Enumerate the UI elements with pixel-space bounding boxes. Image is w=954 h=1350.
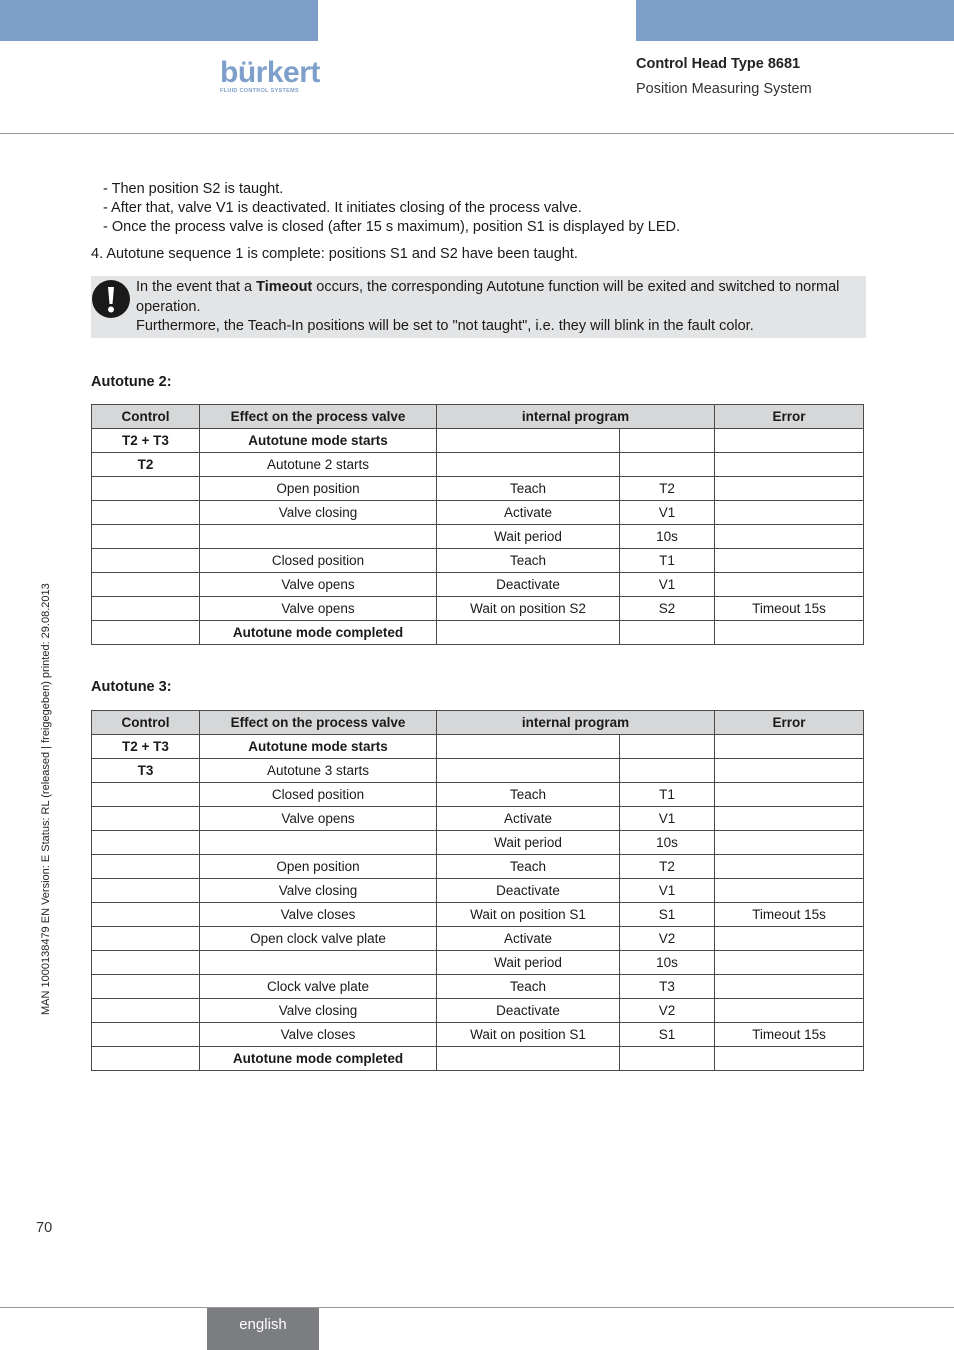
- cell-program-action: Wait on position S1: [437, 1023, 620, 1047]
- cell-program-action: Wait on position S2: [437, 597, 620, 621]
- cell-program-action: Teach: [437, 855, 620, 879]
- table-row: [92, 453, 864, 477]
- footer-divider: [0, 1307, 954, 1308]
- cell-effect: Open clock valve plate: [200, 927, 437, 951]
- cell-program-action: [437, 759, 620, 783]
- cell-effect: Autotune mode starts: [200, 429, 437, 453]
- cell-program-value: V1: [620, 501, 715, 525]
- cell-error: [715, 1047, 864, 1071]
- cell-effect: Valve closing: [200, 999, 437, 1023]
- cell-program-value: [620, 735, 715, 759]
- cell-program-action: Teach: [437, 783, 620, 807]
- cell-control: [92, 573, 200, 597]
- table-row: [92, 927, 864, 951]
- cell-effect: Autotune mode completed: [200, 621, 437, 645]
- autotune3-table: [91, 710, 864, 1071]
- table-header-row: [92, 711, 864, 735]
- table-row: [92, 855, 864, 879]
- cell-error: [715, 549, 864, 573]
- cell-effect: Valve opens: [200, 597, 437, 621]
- language-tab: english: [207, 1308, 319, 1350]
- table-row: [92, 549, 864, 573]
- table-row: [92, 879, 864, 903]
- cell-program-action: Activate: [437, 501, 620, 525]
- cell-effect: [200, 951, 437, 975]
- cell-program-action: [437, 429, 620, 453]
- cell-error: [715, 783, 864, 807]
- cell-program-action: [437, 1047, 620, 1071]
- cell-control: [92, 879, 200, 903]
- header-divider: [0, 133, 954, 134]
- cell-program-action: Activate: [437, 927, 620, 951]
- cell-error: [715, 807, 864, 831]
- cell-error: Timeout 15s: [715, 597, 864, 621]
- cell-effect: Autotune 3 starts: [200, 759, 437, 783]
- note-text-line2: Furthermore, the Teach-In positions will be set to "not taught", i.e. they will blink in the fault color.: [136, 318, 754, 334]
- table-row: [92, 975, 864, 999]
- cell-program-value: [620, 621, 715, 645]
- cell-control: T2 + T3: [92, 429, 200, 453]
- cell-error: [715, 831, 864, 855]
- cell-effect: Clock valve plate: [200, 975, 437, 999]
- bullet-list: [103, 180, 680, 237]
- cell-program-action: Wait period: [437, 951, 620, 975]
- cell-error: [715, 525, 864, 549]
- cell-control: [92, 525, 200, 549]
- header-control: Control: [92, 405, 200, 429]
- table-row: [92, 1023, 864, 1047]
- table-row: [92, 735, 864, 759]
- cell-control: [92, 807, 200, 831]
- cell-error: [715, 951, 864, 975]
- cell-program-action: Deactivate: [437, 573, 620, 597]
- cell-program-action: Teach: [437, 975, 620, 999]
- cell-control: [92, 549, 200, 573]
- cell-effect: Autotune mode starts: [200, 735, 437, 759]
- cell-program-action: Activate: [437, 807, 620, 831]
- cell-control: [92, 903, 200, 927]
- header-internal-program: internal program: [437, 711, 715, 735]
- cell-effect: Open position: [200, 855, 437, 879]
- cell-program-action: Teach: [437, 477, 620, 501]
- cell-program-action: Deactivate: [437, 999, 620, 1023]
- cell-effect: Valve closes: [200, 903, 437, 927]
- table-row: [92, 501, 864, 525]
- table-row: [92, 621, 864, 645]
- cell-program-value: T2: [620, 855, 715, 879]
- cell-program-value: T1: [620, 783, 715, 807]
- autotune2-table: [91, 404, 864, 645]
- cell-control: [92, 1023, 200, 1047]
- table-row: [92, 999, 864, 1023]
- cell-program-value: V1: [620, 879, 715, 903]
- table-header-row: [92, 405, 864, 429]
- cell-control: [92, 783, 200, 807]
- cell-program-action: [437, 621, 620, 645]
- exclamation-icon: [92, 280, 130, 318]
- header-effect: Effect on the process valve: [200, 405, 437, 429]
- cell-error: [715, 573, 864, 597]
- cell-error: [715, 621, 864, 645]
- cell-control: [92, 951, 200, 975]
- cell-effect: [200, 831, 437, 855]
- header-error: Error: [715, 405, 864, 429]
- header-bar-left: [0, 0, 318, 41]
- cell-error: [715, 879, 864, 903]
- table-row: [92, 477, 864, 501]
- cell-control: [92, 1047, 200, 1071]
- table-row: [92, 573, 864, 597]
- cell-program-value: V1: [620, 573, 715, 597]
- cell-control: [92, 831, 200, 855]
- cell-control: [92, 597, 200, 621]
- burkert-logo: [220, 58, 320, 94]
- cell-program-value: [620, 1047, 715, 1071]
- cell-effect: Valve closes: [200, 1023, 437, 1047]
- table-row: [92, 903, 864, 927]
- table-row: [92, 525, 864, 549]
- note-text: [136, 278, 861, 337]
- cell-program-value: S2: [620, 597, 715, 621]
- table-row: [92, 807, 864, 831]
- cell-control: [92, 855, 200, 879]
- cell-control: [92, 999, 200, 1023]
- cell-program-value: 10s: [620, 951, 715, 975]
- cell-effect: Closed position: [200, 783, 437, 807]
- side-document-info: MAN 1000138479 EN Version: E Status: RL (released | freigegeben) printed: 29.08.2013: [40, 583, 52, 1015]
- logo-wordmark: bürkert: [220, 56, 320, 89]
- cell-program-value: T3: [620, 975, 715, 999]
- cell-error: [715, 759, 864, 783]
- cell-error: [715, 453, 864, 477]
- cell-effect: Valve closing: [200, 501, 437, 525]
- cell-effect: Closed position: [200, 549, 437, 573]
- cell-program-value: [620, 429, 715, 453]
- cell-error: [715, 927, 864, 951]
- cell-control: [92, 621, 200, 645]
- cell-error: [715, 429, 864, 453]
- cell-error: Timeout 15s: [715, 903, 864, 927]
- cell-program-value: 10s: [620, 831, 715, 855]
- cell-effect: Valve closing: [200, 879, 437, 903]
- document-subtitle: Position Measuring System: [636, 81, 812, 97]
- cell-program-action: Wait period: [437, 831, 620, 855]
- cell-error: [715, 501, 864, 525]
- table-row: [92, 429, 864, 453]
- cell-error: [715, 477, 864, 501]
- header-internal-program: internal program: [437, 405, 715, 429]
- cell-effect: Open position: [200, 477, 437, 501]
- header-effect: Effect on the process valve: [200, 711, 437, 735]
- cell-error: [715, 735, 864, 759]
- cell-program-action: [437, 453, 620, 477]
- cell-control: [92, 477, 200, 501]
- cell-control: T3: [92, 759, 200, 783]
- autotune2-heading: Autotune 2:: [91, 374, 172, 390]
- note-text-post: occurs, the corresponding Autotune function will be exited and switched to normal operation.: [136, 279, 840, 315]
- cell-effect: Autotune mode completed: [200, 1047, 437, 1071]
- cell-control: [92, 501, 200, 525]
- bullet-item: - Once the process valve is closed (after 15 s maximum), position S1 is displayed by LED.: [103, 219, 681, 235]
- cell-program-action: Deactivate: [437, 879, 620, 903]
- logo-tagline: FLUID CONTROL SYSTEMS: [220, 88, 299, 94]
- table-row: [92, 1047, 864, 1071]
- step-4-text: 4. Autotune sequence 1 is complete: positions S1 and S2 have been taught.: [91, 246, 578, 262]
- bullet-item: - After that, valve V1 is deactivated. It initiates closing of the process valve.: [103, 200, 582, 216]
- cell-program-value: T2: [620, 477, 715, 501]
- table-row: [92, 831, 864, 855]
- cell-program-action: Teach: [437, 549, 620, 573]
- table-row: [92, 951, 864, 975]
- header-error: Error: [715, 711, 864, 735]
- cell-program-value: T1: [620, 549, 715, 573]
- cell-effect: Valve opens: [200, 573, 437, 597]
- cell-error: [715, 975, 864, 999]
- cell-error: [715, 855, 864, 879]
- note-timeout-term: Timeout: [256, 279, 313, 295]
- cell-program-value: S1: [620, 903, 715, 927]
- table-row: [92, 597, 864, 621]
- cell-control: [92, 927, 200, 951]
- cell-error: Timeout 15s: [715, 1023, 864, 1047]
- cell-program-value: V1: [620, 807, 715, 831]
- cell-program-value: [620, 453, 715, 477]
- cell-effect: Valve opens: [200, 807, 437, 831]
- table-row: [92, 783, 864, 807]
- cell-effect: Autotune 2 starts: [200, 453, 437, 477]
- autotune3-heading: Autotune 3:: [91, 679, 172, 695]
- document-title: Control Head Type 8681: [636, 56, 801, 72]
- bullet-item: - Then position S2 is taught.: [103, 181, 284, 197]
- cell-program-action: Wait period: [437, 525, 620, 549]
- cell-error: [715, 999, 864, 1023]
- cell-program-value: [620, 759, 715, 783]
- cell-program-action: [437, 735, 620, 759]
- cell-effect: [200, 525, 437, 549]
- header-bar-right: [636, 0, 954, 41]
- note-text-pre: In the event that a: [136, 279, 257, 295]
- cell-control: T2: [92, 453, 200, 477]
- cell-control: T2 + T3: [92, 735, 200, 759]
- header-control: Control: [92, 711, 200, 735]
- cell-program-value: S1: [620, 1023, 715, 1047]
- cell-program-action: Wait on position S1: [437, 903, 620, 927]
- cell-program-value: V2: [620, 927, 715, 951]
- warning-note: [91, 276, 866, 338]
- cell-control: [92, 975, 200, 999]
- cell-program-value: 10s: [620, 525, 715, 549]
- cell-program-value: V2: [620, 999, 715, 1023]
- page-number: 70: [36, 1220, 53, 1236]
- table-row: [92, 759, 864, 783]
